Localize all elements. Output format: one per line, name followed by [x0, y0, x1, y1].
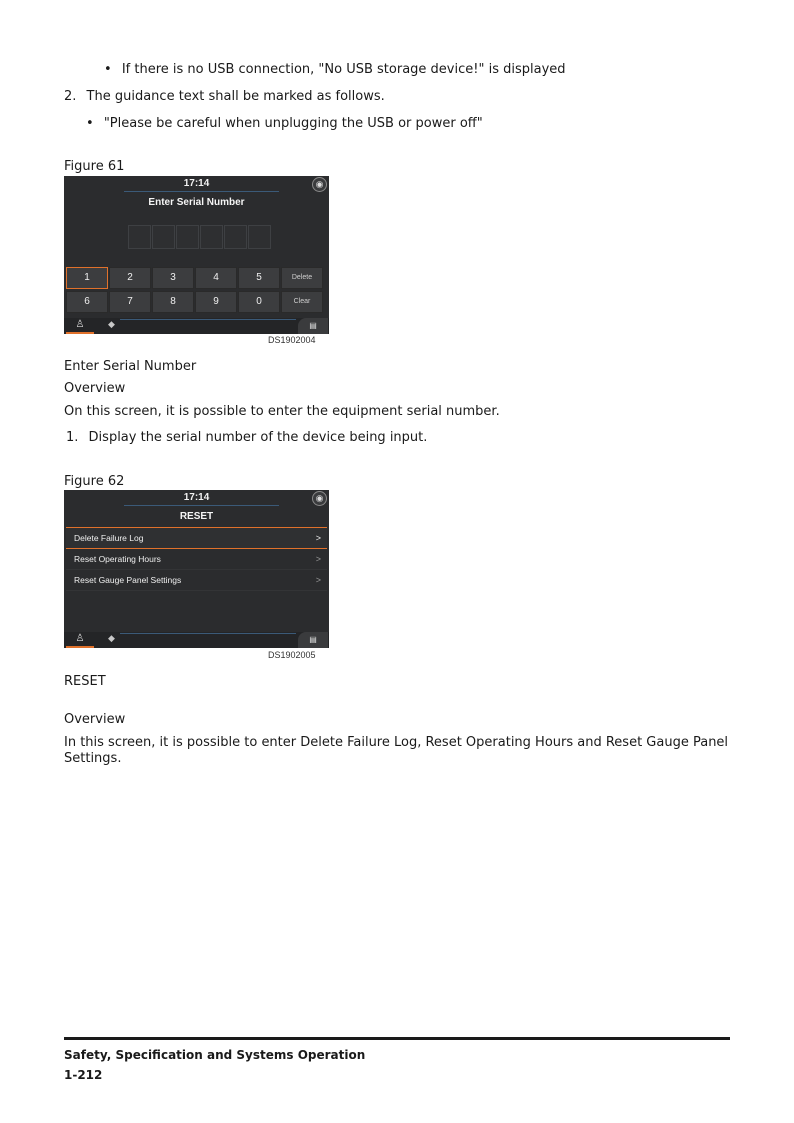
- serial-digit-cell: [200, 225, 223, 249]
- step-2: [64, 89, 385, 105]
- reset-menu-list: [66, 527, 327, 591]
- menu-item-reset-gauge-panel-settings[interactable]: [66, 570, 327, 591]
- figure-61-caption: Figure 61: [64, 159, 125, 174]
- figure-62-caption: Figure 62: [64, 474, 125, 489]
- footer-rule: [64, 1037, 730, 1040]
- top-divider: [124, 505, 279, 506]
- step-1-text: Display the serial number of the device being input.: [88, 430, 428, 445]
- step-1-number: 1.: [66, 430, 79, 445]
- numeric-keypad: [66, 267, 323, 313]
- serial-digit-cell: [224, 225, 247, 249]
- clear-button[interactable]: Clear: [281, 291, 323, 313]
- key-2[interactable]: 2: [109, 267, 151, 289]
- key-4[interactable]: 4: [195, 267, 237, 289]
- serial-number-display: [128, 225, 272, 249]
- section-heading-serial: Enter Serial Number: [64, 359, 197, 374]
- serial-digit-cell: [176, 225, 199, 249]
- serial-digit-cell: [128, 225, 151, 249]
- key-1[interactable]: 1: [66, 267, 108, 289]
- bullet-icon: •: [86, 116, 94, 131]
- figure-61-code: DS1902004: [268, 335, 316, 345]
- camera-icon[interactable]: ◉: [312, 491, 327, 506]
- step-1: [66, 430, 427, 446]
- top-divider: [124, 191, 279, 192]
- camera-icon[interactable]: ◉: [312, 177, 327, 192]
- bottom-divider: [120, 633, 296, 634]
- bullet-guidance: [86, 116, 483, 132]
- vehicle-icon[interactable]: ◆: [108, 319, 115, 329]
- clock-time: 17:14: [183, 492, 210, 503]
- reset-body-text: In this screen, it is possible to enter Delete Failure Log, Reset Operating Hours and Reset Gauge Panel Settings.: [64, 735, 729, 766]
- key-6[interactable]: 6: [66, 291, 108, 313]
- bottom-divider: [120, 319, 296, 320]
- folder-icon[interactable]: ▤: [298, 318, 328, 334]
- serial-digit-cell: [152, 225, 175, 249]
- step-2-text: The guidance text shall be marked as follows.: [86, 89, 385, 104]
- bullet-usb: [104, 62, 566, 78]
- bullet-usb-text: If there is no USB connection, "No USB storage device!" is displayed: [121, 62, 566, 77]
- menu-item-label: Reset Operating Hours: [74, 554, 161, 564]
- chevron-right-icon: >: [315, 575, 321, 585]
- step-2-number: 2.: [64, 89, 77, 104]
- overview-label-serial: Overview: [64, 381, 126, 396]
- menu-item-reset-operating-hours[interactable]: [66, 549, 327, 570]
- key-7[interactable]: 7: [109, 291, 151, 313]
- key-0[interactable]: 0: [238, 291, 280, 313]
- menu-item-delete-failure-log[interactable]: [66, 527, 327, 549]
- machine-icon[interactable]: ♙: [66, 632, 94, 648]
- screen-title: Enter Serial Number: [148, 197, 245, 208]
- serial-body-text: On this screen, it is possible to enter the equipment serial number.: [64, 404, 500, 419]
- reset-screen: [64, 490, 329, 648]
- key-8[interactable]: 8: [152, 291, 194, 313]
- key-5[interactable]: 5: [238, 267, 280, 289]
- key-3[interactable]: 3: [152, 267, 194, 289]
- bottom-bar: [64, 632, 329, 648]
- vehicle-icon[interactable]: ◆: [108, 633, 115, 643]
- bullet-icon: •: [104, 62, 112, 77]
- footer-title: Safety, Specification and Systems Operation: [64, 1048, 366, 1062]
- chevron-right-icon: >: [315, 554, 321, 564]
- serial-digit-cell: [248, 225, 271, 249]
- key-9[interactable]: 9: [195, 291, 237, 313]
- clock-time: 17:14: [183, 178, 210, 189]
- chevron-right-icon: >: [315, 533, 321, 543]
- delete-button[interactable]: Delete: [281, 267, 323, 289]
- figure-62-code: DS1902005: [268, 650, 316, 660]
- menu-item-label: Reset Gauge Panel Settings: [74, 575, 182, 585]
- section-heading-reset: RESET: [64, 674, 106, 689]
- serial-number-screen: [64, 176, 329, 334]
- folder-icon[interactable]: ▤: [298, 632, 328, 648]
- bottom-bar: [64, 318, 329, 334]
- page-number: 1-212: [64, 1068, 103, 1082]
- screen-title: RESET: [179, 511, 214, 522]
- bullet-guidance-text: "Please be careful when unplugging the USB or power off": [103, 116, 483, 131]
- overview-label-reset: Overview: [64, 712, 126, 727]
- machine-icon[interactable]: ♙: [66, 318, 94, 334]
- menu-item-label: Delete Failure Log: [74, 533, 144, 543]
